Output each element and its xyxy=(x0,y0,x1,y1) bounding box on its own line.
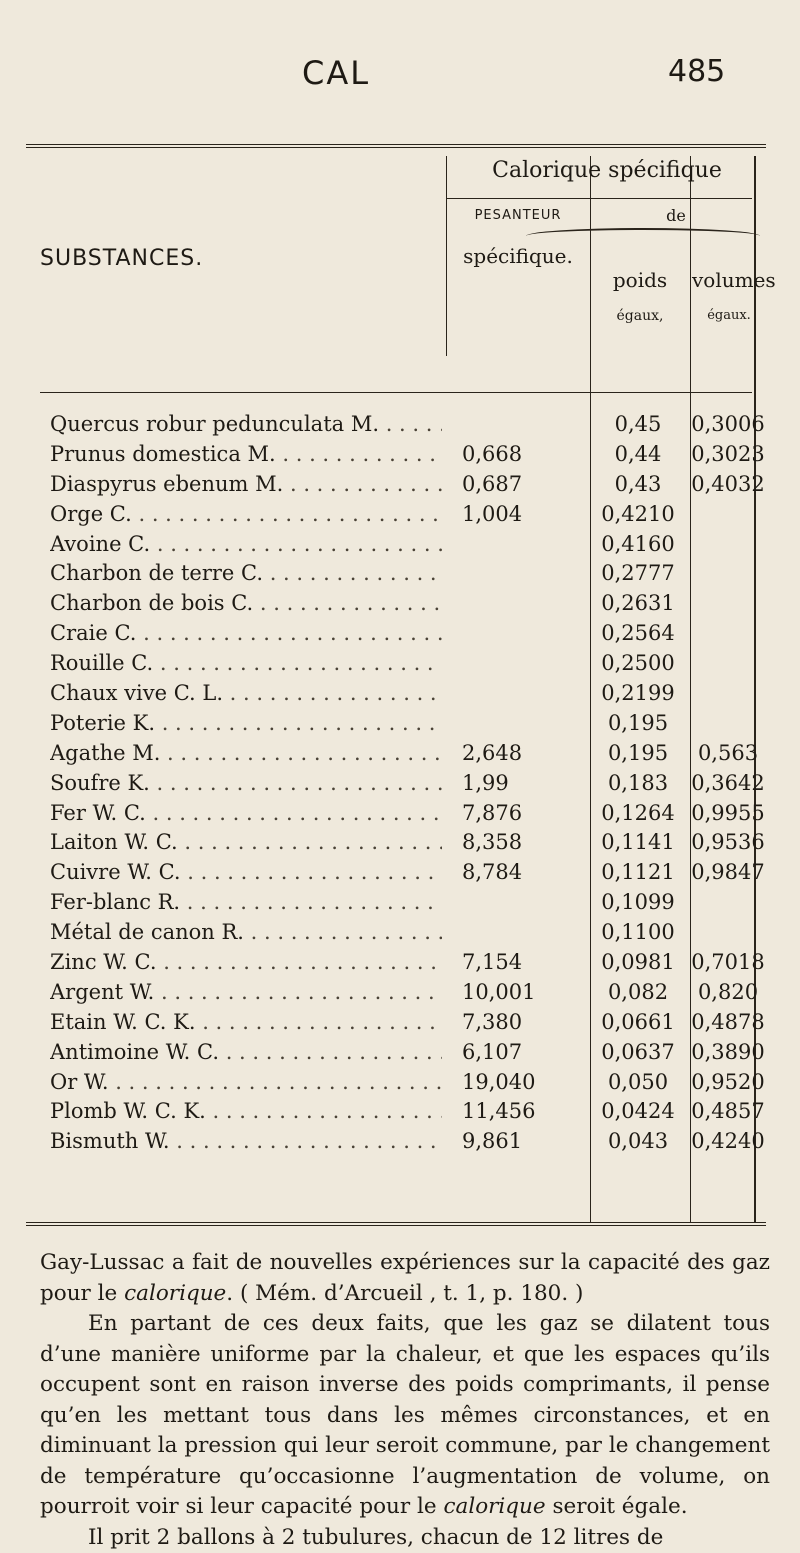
pesanteur-value: 8,358 xyxy=(454,828,594,858)
substance-name: Poterie K. . . . xyxy=(50,709,442,739)
table-body xyxy=(50,410,766,1157)
volumes-value: 0,563 xyxy=(690,739,766,769)
table-row xyxy=(50,888,766,918)
substance-name: Zinc W. C. . . . xyxy=(50,948,442,978)
table-row xyxy=(50,709,766,739)
table-row xyxy=(50,769,766,799)
table-row xyxy=(50,649,766,679)
poids-value: 0,050 xyxy=(590,1068,686,1098)
table-row xyxy=(50,619,766,649)
substance-name: Quercus robur pedunculata M. . . . xyxy=(50,410,442,440)
volumes-value: 0,4032 xyxy=(690,470,766,500)
volumes-value: 0,9847 xyxy=(690,858,766,888)
substance-name: Or W. . . . xyxy=(50,1068,442,1098)
poids-value: 0,1100 xyxy=(590,918,686,948)
paragraph-2-end: seroit égale. xyxy=(546,1494,688,1519)
poids-value: 0,1141 xyxy=(590,828,686,858)
poids-value: 0,43 xyxy=(590,470,686,500)
table-row xyxy=(50,530,766,560)
poids-value: 0,0661 xyxy=(590,1008,686,1038)
poids-value: 0,44 xyxy=(590,440,686,470)
pesanteur-value: 19,040 xyxy=(454,1068,594,1098)
table-row xyxy=(50,948,766,978)
paragraph-2-italic: calorique xyxy=(443,1494,545,1519)
column-header-volumes: volumes xyxy=(692,268,766,292)
poids-value: 0,45 xyxy=(590,410,686,440)
volumes-value: 0,4878 xyxy=(690,1008,766,1038)
table-row xyxy=(50,1008,766,1038)
pesanteur-value: 0,668 xyxy=(454,440,594,470)
poids-value: 0,1264 xyxy=(590,799,686,829)
substance-name: Avoine C. . . . xyxy=(50,530,442,560)
substance-name: Argent W. . . . xyxy=(50,978,442,1008)
table-row xyxy=(50,1097,766,1127)
poids-value: 0,195 xyxy=(590,709,686,739)
substance-name: Orge C. . . . xyxy=(50,500,442,530)
table-row xyxy=(50,799,766,829)
poids-value: 0,1121 xyxy=(590,858,686,888)
header-rule xyxy=(40,392,752,393)
volumes-value: 0,7018 xyxy=(690,948,766,978)
pesanteur-value: 7,876 xyxy=(454,799,594,829)
substance-name: Rouille C. . . . xyxy=(50,649,442,679)
table-row xyxy=(50,918,766,948)
page-number: 485 xyxy=(668,54,725,89)
table-row xyxy=(50,858,766,888)
pesanteur-value: 8,784 xyxy=(454,858,594,888)
header-brace xyxy=(526,228,760,244)
substance-name: Charbon de terre C. . . . xyxy=(50,559,442,589)
paragraph-1-text: Gay-Lussac a fait de nouvelles expériences sur la capacité des gaz pour le xyxy=(40,1250,770,1306)
column-header-substances: SUBSTANCES. xyxy=(40,246,203,271)
substance-name: Craie C. . . . xyxy=(50,619,442,649)
calorique-subheader-rule xyxy=(446,198,752,199)
paragraph-2-text: En partant de ces deux faits, que les gaz se dilatent tous d’une manière uniforme par la chaleur, et que les espaces qu’ils occupent sont en raison inverse des poids comprimants, il pense qu’en les mettant tous dans les mêmes circonstances, et en diminuant la pression qui leur seroit commune, par le changement de température qu’occasionne l’augmentation de volume, on pourroit voir si leur capacité pour le xyxy=(40,1311,770,1519)
table-row xyxy=(50,828,766,858)
column-header-poids: poids xyxy=(592,268,688,292)
volumes-value: 0,3642 xyxy=(690,769,766,799)
table-row xyxy=(50,470,766,500)
poids-value: 0,1099 xyxy=(590,888,686,918)
substance-name: Diaspyrus ebenum M. . . . xyxy=(50,470,442,500)
column-header-calorique: Calorique spécifique xyxy=(448,158,766,183)
poids-value: 0,4160 xyxy=(590,530,686,560)
pesanteur-value: 1,004 xyxy=(454,500,594,530)
volumes-value: 0,9536 xyxy=(690,828,766,858)
pesanteur-value: 7,154 xyxy=(454,948,594,978)
volumes-value: 0,9520 xyxy=(690,1068,766,1098)
table-row xyxy=(50,1038,766,1068)
paragraph-3: Il prit 2 ballons à 2 tubulures, chacun de 12 litres de xyxy=(40,1523,770,1553)
table-row xyxy=(50,739,766,769)
paragraph-1-citation: . ( Mém. d’Arcueil , t. 1, p. 180. ) xyxy=(226,1281,583,1306)
table-row xyxy=(50,589,766,619)
substance-name: Soufre K. . . . xyxy=(50,769,442,799)
volumes-value: 0,4857 xyxy=(690,1097,766,1127)
substance-name: Cuivre W. C. . . . xyxy=(50,858,442,888)
substance-name: Fer W. C. . . . xyxy=(50,799,442,829)
column-header-de: de xyxy=(586,206,766,225)
poids-value: 0,0424 xyxy=(590,1097,686,1127)
substance-name: Antimoine W. C. . . . xyxy=(50,1038,442,1068)
poids-value: 0,2777 xyxy=(590,559,686,589)
running-head-word: CAL xyxy=(302,54,370,92)
table-row xyxy=(50,978,766,1008)
table-row xyxy=(50,1068,766,1098)
column-header-specifique: spécifique. xyxy=(448,244,588,268)
pesanteur-value: 7,380 xyxy=(454,1008,594,1038)
pesanteur-value: 2,648 xyxy=(454,739,594,769)
substance-name: Agathe M. . . . xyxy=(50,739,442,769)
substance-name: Chaux vive C. L. . . . xyxy=(50,679,442,709)
table-row xyxy=(50,1127,766,1157)
column-header-pesanteur: PESANTEUR xyxy=(448,208,588,223)
substance-name: Bismuth W. . . . xyxy=(50,1127,442,1157)
table-row xyxy=(50,410,766,440)
poids-value: 0,0637 xyxy=(590,1038,686,1068)
table-row xyxy=(50,500,766,530)
body-text xyxy=(40,1248,770,1553)
pesanteur-value: 0,687 xyxy=(454,470,594,500)
pesanteur-value: 9,861 xyxy=(454,1127,594,1157)
poids-value: 0,183 xyxy=(590,769,686,799)
volumes-value: 0,3890 xyxy=(690,1038,766,1068)
substance-name: Métal de canon R. . . . xyxy=(50,918,442,948)
paragraph-2 xyxy=(40,1309,770,1523)
pesanteur-value: 10,001 xyxy=(454,978,594,1008)
substance-name: Prunus domestica M. . . . xyxy=(50,440,442,470)
substance-name: Plomb W. C. K. . . . xyxy=(50,1097,442,1127)
table-row xyxy=(50,679,766,709)
pesanteur-value: 6,107 xyxy=(454,1038,594,1068)
substance-name: Etain W. C. K. . . . xyxy=(50,1008,442,1038)
pesanteur-value: 1,99 xyxy=(454,769,594,799)
running-header xyxy=(0,34,800,94)
poids-value: 0,0981 xyxy=(590,948,686,978)
header-divider xyxy=(446,156,447,356)
table-row xyxy=(50,440,766,470)
volumes-value: 0,4240 xyxy=(690,1127,766,1157)
poids-value: 0,2564 xyxy=(590,619,686,649)
column-subheader-poids: égaux, xyxy=(592,308,688,324)
substance-name: Fer-blanc R. . . . xyxy=(50,888,442,918)
substance-name: Charbon de bois C. . . . xyxy=(50,589,442,619)
column-subheader-volumes: égaux. xyxy=(692,308,766,323)
paragraph-1-italic: calorique xyxy=(124,1281,226,1306)
substance-name: Laiton W. C. . . . xyxy=(50,828,442,858)
specific-heat-table xyxy=(26,144,766,1226)
poids-value: 0,043 xyxy=(590,1127,686,1157)
table-row xyxy=(50,559,766,589)
paragraph-1 xyxy=(40,1248,770,1309)
poids-value: 0,2500 xyxy=(590,649,686,679)
volumes-value: 0,820 xyxy=(690,978,766,1008)
volumes-value: 0,9955 xyxy=(690,799,766,829)
poids-value: 0,195 xyxy=(590,739,686,769)
pesanteur-value: 11,456 xyxy=(454,1097,594,1127)
volumes-value: 0,3023 xyxy=(690,440,766,470)
poids-value: 0,082 xyxy=(590,978,686,1008)
poids-value: 0,2199 xyxy=(590,679,686,709)
poids-value: 0,4210 xyxy=(590,500,686,530)
volumes-value: 0,3006 xyxy=(690,410,766,440)
poids-value: 0,2631 xyxy=(590,589,686,619)
